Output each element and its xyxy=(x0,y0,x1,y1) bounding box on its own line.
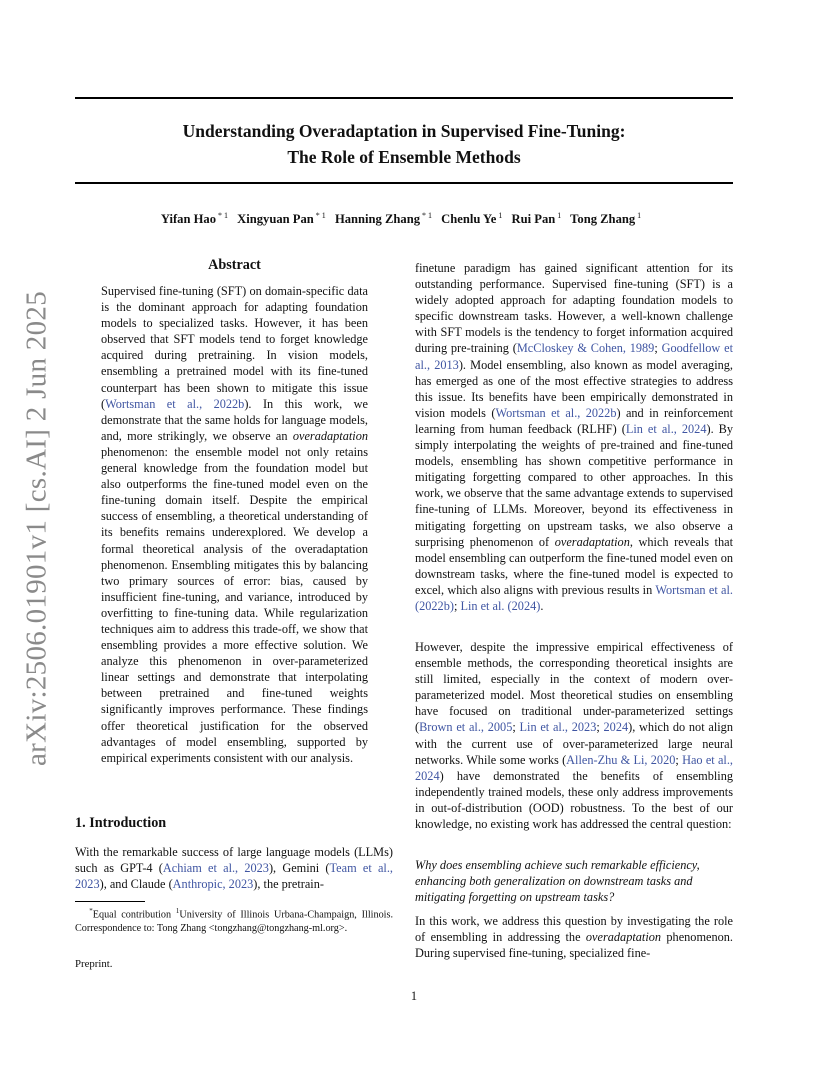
citation-link[interactable]: Lin et al., 2024 xyxy=(625,421,707,436)
central-question: Why does ensembling achieve such remarkable efficiency, enhancing both generalization on downstream tasks and mitigating forgetting on upstream tasks? xyxy=(415,858,700,905)
title-line-2: The Role of Ensemble Methods xyxy=(287,147,521,167)
author-affiliation: * 1 xyxy=(422,211,433,220)
author-list xyxy=(75,211,733,227)
author-name: Chenlu Ye xyxy=(441,212,497,227)
author-affiliation: 1 xyxy=(498,211,503,220)
section-heading-introduction: 1. Introduction xyxy=(75,815,167,831)
citation-link[interactable]: Wortsman et al. (2022b) xyxy=(415,582,733,613)
citation-link[interactable]: Wortsman et al., 2022b xyxy=(105,396,245,411)
citation-link[interactable]: Team et al., 2023 xyxy=(75,861,393,892)
citation-link[interactable]: Brown et al., 2005 xyxy=(419,720,513,735)
citation-link[interactable]: Anthropic, 2023 xyxy=(172,877,254,892)
citation-link[interactable]: Achiam et al., 2023 xyxy=(162,861,269,876)
arxiv-identifier: arXiv:2506.01901v1 [cs.AI] 2 Jun 2025 xyxy=(20,290,53,767)
author-name: Tong Zhang xyxy=(570,212,636,227)
abstract-heading: Abstract xyxy=(208,257,261,273)
page-number: 1 xyxy=(410,989,418,1003)
author-name: Hanning Zhang xyxy=(334,212,421,227)
citation-link[interactable]: Allen-Zhu & Li, 2020 xyxy=(566,752,676,767)
abstract-body: Supervised fine-tuning (SFT) on domain-specific data is the dominant approach for adapting foundation models to specialized tasks. However, it has been observed that SFT models tend to forget knowledge acquired during pretraining. In vision models, ensembling a pretrained model with its fine-tuned counterpart has been shown to mitigate this issue (Wortsman et al., 2022b). In this work, we demonstrate that the same holds for language models, and, more strikingly, we observe an overadaptation phenomenon: the ensemble model not only retains general knowledge from the foundation model but also outperforms the fine-tuned model even on the fine-tuning domain itself. Despite the empirical success of ensembling, a theoretical understanding of its benefits remains underexplored. We develop a formal theoretical analysis of the overadaptation phenomenon. Ensembling mitigates this by balancing two primary sources of error: bias, caused by insufficient fine-tuning, and variance, introduced by overfitting to fine-tuning data. While regularization techniques aim to address this trade-off, we show that ensembling provides a more effective solution. We analyze this phenomenon in over-parameterized linear settings and demonstrate that interpolating between pretrained and fine-tuned weights significantly improves performance. These findings offer theoretical justification for the observed advantages of model ensembling, supported by empirical experiments consistent with our analysis. xyxy=(101,284,368,765)
intro-paragraph: With the remarkable success of large language models (LLMs) such as GPT-4 (Achiam et al., 2023), Gemini (Team et al., 2023), and Claude (Anthropic, 2023), the pretrain- xyxy=(75,845,393,892)
author-affiliation: 1 xyxy=(637,211,642,220)
preprint-label: Preprint. xyxy=(75,958,113,970)
paper-title xyxy=(75,118,733,170)
footnote-rule xyxy=(75,901,145,902)
citation-link[interactable]: 2024 xyxy=(603,720,629,735)
citation-link[interactable]: Hao et al., 2024 xyxy=(415,752,733,783)
author-name: Xingyuan Pan xyxy=(237,212,314,227)
author-affiliation: * 1 xyxy=(218,211,228,220)
author-affiliation: * 1 xyxy=(315,211,326,220)
citation-link[interactable]: Goodfellow et al., 2013 xyxy=(415,341,733,372)
footnote: *Equal contribution $^1$University of Illinois Urbana-Champaign, Illinois. Correspondence to: Tong Zhang <tongzhang@tongzhang-ml.org>. xyxy=(75,907,394,935)
title-line-1: Understanding Overadaptation in Supervised Fine-Tuning: xyxy=(182,121,626,141)
title-bottom-rule xyxy=(75,182,733,184)
title-top-rule xyxy=(75,97,733,99)
citation-link[interactable]: Lin et al., 2023 xyxy=(519,720,597,735)
right-paragraph-2: However, despite the impressive empirical effectiveness of ensemble methods, the corresponding theoretical insights are still limited, especially in the context of modern over-parameterized model. Most theoretical studies on ensembling have focused on traditional under-parameterized settings (Brown et al., 2005; Lin et al., 2023; 2024), which do not align with the current use of over-parameterized large neural networks. While some works (Allen-Zhu & Li, 2020; Hao et al., 2024) have demonstrated the benefits of ensembling independently trained models, these only address improvements in out-of-distribution (OOD) robustness. To the best of our knowledge, no existing work has addressed the central question: xyxy=(415,640,733,832)
right-paragraph-4: In this work, we address this question by investigating the role of ensembling in addressing the overadaptation phenomenon. During supervised fine-tuning, specialized fine- xyxy=(415,914,733,961)
right-paragraph-1: finetune paradigm has gained significant attention for its outstanding performance. Supervised fine-tuning (SFT) is a widely adopted approach for adapting foundation models to specific downstream tasks. However, a well-known challenge with SFT models is the tendency to forget information acquired during pre-training (McCloskey & Cohen, 1989; Goodfellow et al., 2013). Model ensembling, also known as model averaging, has emerged as one of the most effective strategies to address this issue. Its benefits have been empirically demonstrated in vision models (Wortsman et al., 2022b) and in reinforcement learning from human feedback (RLHF) (Lin et al., 2024). By simply interpolating the weights of pre-trained and fine-tuned models, ensembling has shown competitive performance in mitigating forgetting compared to other approaches. In this work, we observe that the same advantage extends to supervised fine-tuning of LLMs. Moreover, beyond its effectiveness in mitigating forgetting on upstream tasks, we also observe a surprising phenomenon of overadaptation, which reveals that model ensembling can outperform the fine-tuned model even on downstream tasks, where the fine-tuned model is expected to excel, which also aligns with previous results in Wortsman et al. (2022b); Lin et al. (2024). xyxy=(415,261,734,613)
citation-link[interactable]: Wortsman et al., 2022b xyxy=(495,405,617,420)
citation-link[interactable]: McCloskey & Cohen, 1989 xyxy=(516,341,655,356)
citation-link[interactable]: Lin et al. (2024) xyxy=(460,598,541,613)
author-name: Yifan Hao xyxy=(160,212,216,227)
author-affiliation: 1 xyxy=(557,211,562,220)
author-name: Rui Pan xyxy=(511,212,556,227)
